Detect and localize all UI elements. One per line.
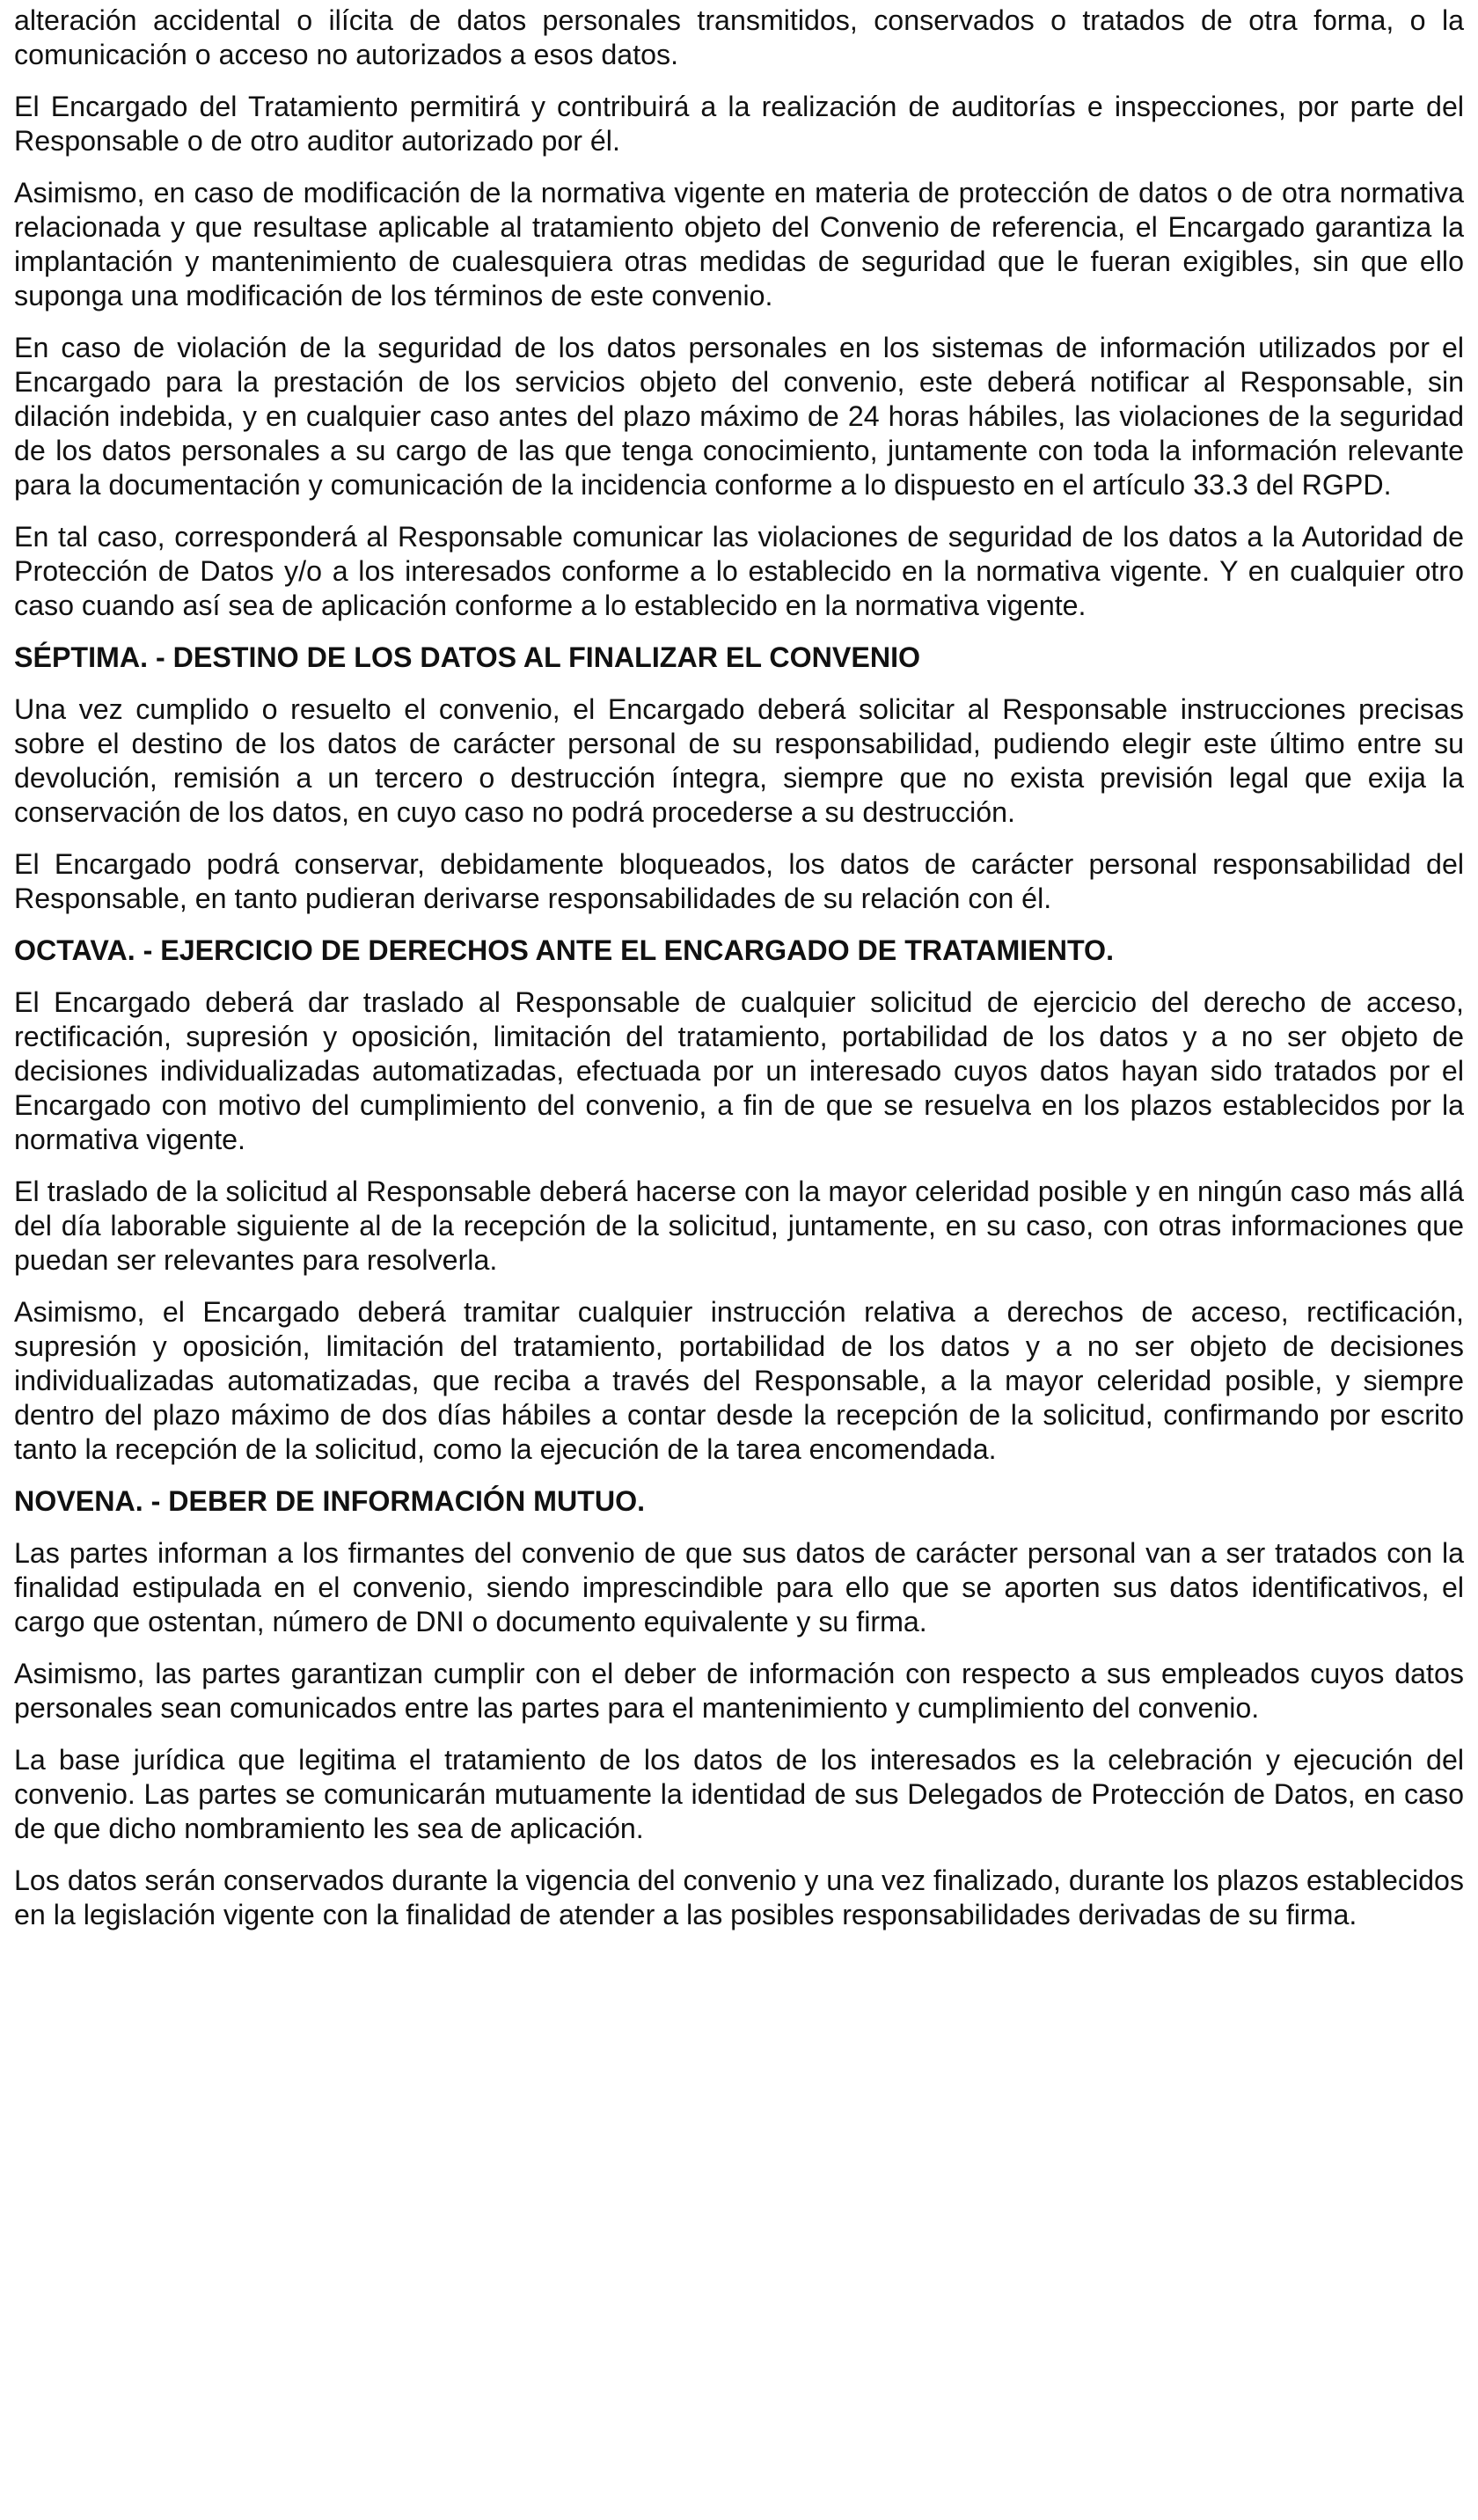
paragraph-tramitar-instruccion: Asimismo, el Encargado deberá tramitar cualquier instrucción relativa a derechos de acceso, rectificación, supresión y oposición, limitación del tratamiento, portabilidad de los datos y a no ser objeto de decisiones individualizadas automatizadas, que reciba a través del Responsable, a la mayor celeridad posible, y siempre dentro del plazo máximo de dos días hábiles a contar desde la recepción de la solicitud, confirmando por escrito tanto la recepción de la solicitud, como la ejecución de la tarea encomendada. — [14, 1296, 1464, 1465]
paragraph-modificacion-normativa: Asimismo, en caso de modificación de la normativa vigente en materia de protección de datos o de otra normativa relacionada y que resultase aplicable al tratamiento objeto del Convenio de referencia, el Encargado garantiza la implantación y mantenimiento de cualesquiera otras medidas de seguridad que le fueran exigibles, sin que ello suponga una modificación de los términos de este convenio. — [14, 177, 1464, 311]
paragraph-comunicar-violaciones: En tal caso, corresponderá al Responsable comunicar las violaciones de seguridad de los datos a la Autoridad de Protección de Datos y/o a los interesados conforme a lo establecido en la normativa vigente. Y en cualquier otro caso cuando así sea de aplicación conforme a lo establecido en la normativa vigente. — [14, 521, 1464, 621]
paragraph-celeridad: El traslado de la solicitud al Responsable deberá hacerse con la mayor celeridad posible y en ningún caso más allá del día laborable siguiente al de la recepción de la solicitud, juntamente, en su caso, con otras informaciones que puedan ser relevantes para resolverla. — [14, 1176, 1464, 1276]
paragraph-auditorias: El Encargado del Tratamiento permitirá y contribuirá a la realización de auditorías e inspecciones, por parte del Responsable o de otro auditor autorizado por él. — [14, 91, 1464, 157]
paragraph-violacion-seguridad: En caso de violación de la seguridad de los datos personales en los sistemas de información utilizados por el Encargado para la prestación de los servicios objeto del convenio, este deberá notificar al Responsable, sin dilación indebida, y en cualquier caso antes del plazo máximo de 24 horas hábiles, las violaciones de la seguridad de los datos personales a su cargo de las que tenga conocimiento, juntamente con toda la información relevante para la documentación y comunicación de la incidencia conforme a lo dispuesto en el artículo 33.3 del RGPD. — [14, 332, 1464, 501]
section-heading-septima: SÉPTIMA. - DESTINO DE LOS DATOS AL FINALIZAR EL CONVENIO — [14, 641, 921, 673]
section-heading-octava: OCTAVA. - EJERCICIO DE DERECHOS ANTE EL ENCARGADO DE TRATAMIENTO. — [14, 934, 1115, 966]
paragraph-traslado-solicitud: El Encargado deberá dar traslado al Responsable de cualquier solicitud de ejercicio del derecho de acceso, rectificación, supresión y oposición, limitación del tratamiento, portabilidad de los datos y a no ser objeto de decisiones individualizadas automatizadas, efectuada por un interesado cuyos datos hayan sido tratados por el Encargado con motivo del cumplimiento del convenio, a fin de que se resuelva en los plazos establecidos por la normativa vigente. — [14, 986, 1464, 1155]
paragraph-informacion-firmantes: Las partes informan a los firmantes del convenio de que sus datos de carácter personal van a ser tratados con la finalidad estipulada en el convenio, siendo imprescindible para ello que se aporten sus datos identificativos, el cargo que ostentan, número de DNI o documento equivalente y su firma. — [14, 1537, 1464, 1637]
paragraph-alteracion: alteración accidental o ilícita de datos personales transmitidos, conservados o tratados de otra forma, o la comunicación o acceso no autorizados a esos datos. — [14, 4, 1464, 70]
paragraph-conservacion-datos: Los datos serán conservados durante la vigencia del convenio y una vez finalizado, durante los plazos establecidos en la legislación vigente con la finalidad de atender a las posibles responsabilidades derivadas de su firma. — [14, 1864, 1464, 1930]
paragraph-informacion-empleados: Asimismo, las partes garantizan cumplir con el deber de información con respecto a sus empleados cuyos datos personales sean comunicados entre las partes para el mantenimiento y cumplimiento del convenio. — [14, 1658, 1464, 1724]
section-heading-novena: NOVENA. - DEBER DE INFORMACIÓN MUTUO. — [14, 1485, 646, 1517]
paragraph-destino-datos: Una vez cumplido o resuelto el convenio, el Encargado deberá solicitar al Responsable instrucciones precisas sobre el destino de los datos de carácter personal de su responsabilidad, pudiendo elegir este último entre su devolución, remisión a un tercero o destrucción íntegra, siempre que no exista previsión legal que exija la conservación de los datos, en cuyo caso no podrá procederse a su destrucción. — [14, 693, 1464, 828]
paragraph-base-juridica: La base jurídica que legitima el tratamiento de los datos de los interesados es la celebración y ejecución del convenio. Las partes se comunicarán mutuamente la identidad de sus Delegados de Protección de Datos, en caso de que dicho nombramiento les sea de aplicación. — [14, 1744, 1464, 1844]
paragraph-conservar-bloqueados: El Encargado podrá conservar, debidamente bloqueados, los datos de carácter personal responsabilidad del Responsable, en tanto pudieran derivarse responsabilidades de su relación con él. — [14, 848, 1464, 914]
